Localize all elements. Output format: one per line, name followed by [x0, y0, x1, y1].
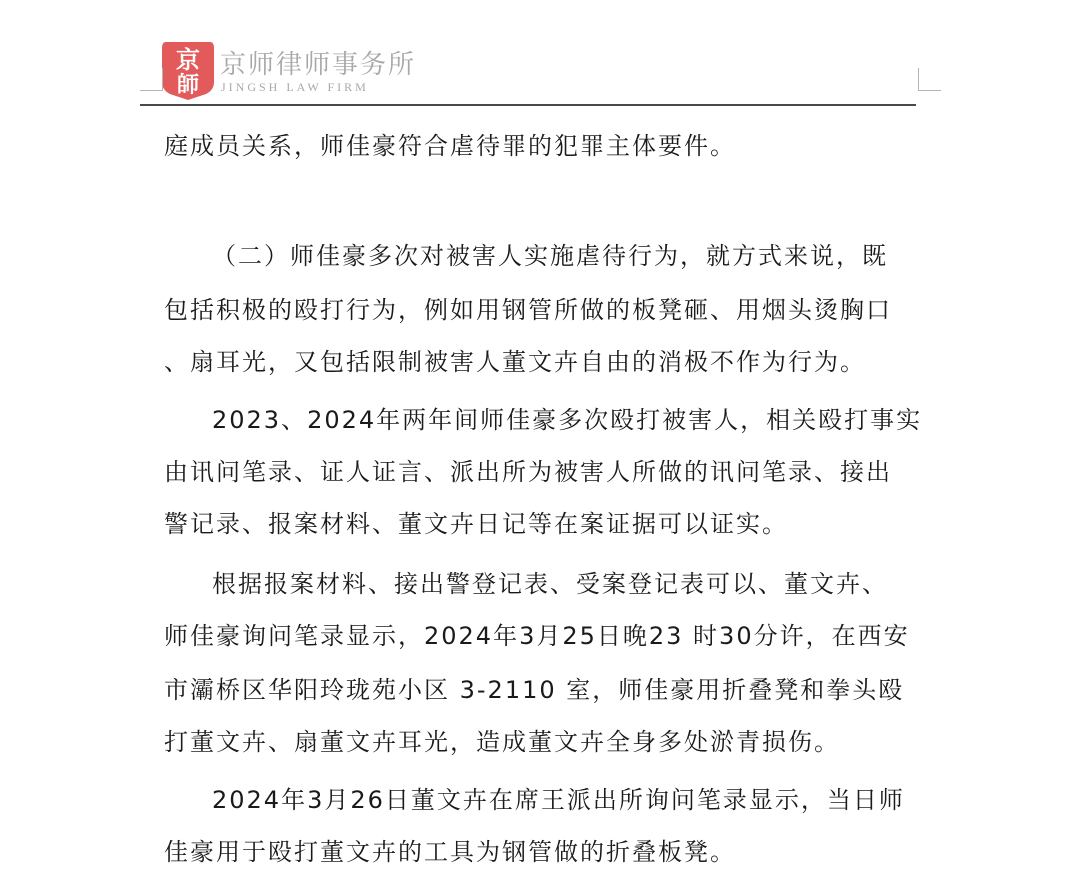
- text-line: 打董文卉、扇董文卉耳光，造成董文卉全身多处淤青损伤。: [164, 728, 840, 756]
- text-line: 佳豪用于殴打董文卉的工具为钢管做的折叠板凳。: [164, 838, 736, 866]
- text-line: 警记录、报案材料、董文卉日记等在案证据可以证实。: [164, 510, 788, 538]
- crop-mark-right: [918, 68, 941, 91]
- crop-mark-left: [140, 68, 163, 91]
- text-line: 、扇耳光，又包括限制被害人董文卉自由的消极不作为行为。: [164, 348, 866, 376]
- text-line: 根据报案材料、接出警登记表、受案登记表可以、董文卉、: [212, 570, 888, 598]
- firm-logo-seal: [160, 38, 216, 102]
- text-line: 庭成员关系，师佳豪符合虐待罪的犯罪主体要件。: [164, 132, 736, 160]
- text-line: 师佳豪询问笔录显示，2024年3月25日晚23 时30分许，在西安: [164, 622, 910, 650]
- firm-name-chinese: 京师律师事务所: [220, 50, 417, 80]
- text-line: （二）师佳豪多次对被害人实施虐待行为，就方式来说，既: [212, 242, 888, 270]
- text-line: 市灞桥区华阳玲珑苑小区 3-2110 室，师佳豪用折叠凳和拳头殴: [164, 676, 905, 704]
- firm-name-english: JINGSH LAW FIRM: [221, 80, 369, 94]
- logo-glyph-bottom: 師: [176, 72, 200, 98]
- firm-logo: [160, 38, 216, 102]
- text-line: 2023、2024年两年间师佳豪多次殴打被害人，相关殴打事实: [212, 406, 923, 434]
- text-line: 由讯问笔录、证人证言、派出所为被害人所做的讯问笔录、接出: [164, 458, 892, 486]
- header-divider: [140, 104, 916, 106]
- logo-glyph-top: 京: [176, 45, 200, 74]
- text-line: 包括积极的殴打行为，例如用钢管所做的板凳砸、用烟头烫胸口: [164, 296, 892, 324]
- text-line: 2024年3月26日董文卉在席王派出所询问笔录显示，当日师: [212, 786, 905, 814]
